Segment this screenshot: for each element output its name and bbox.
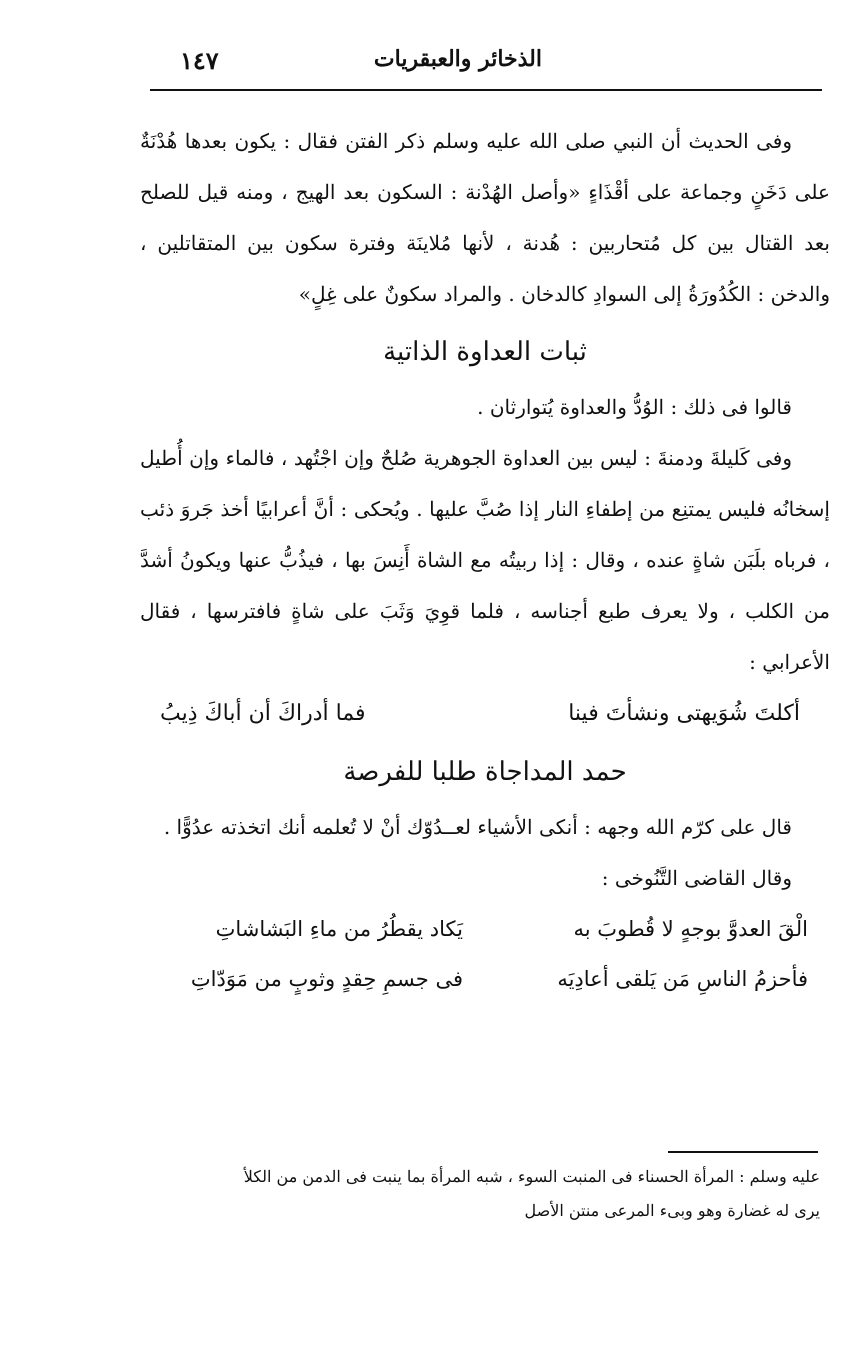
section-heading-enmity: ثبات العداوة الذاتية: [383, 337, 587, 367]
verse-hemistich-second: يَكاد يقطُرُ من ماءِ البَشاشاتِ: [215, 917, 463, 941]
section-heading-dissimulation: حمد المداجاة طلبا للفرصة: [343, 757, 627, 787]
running-title: الذخائر والعبقريات: [373, 46, 542, 72]
footnote-line: يرى له غضارة وهو وبىء المرعى منتن الأصل: [524, 1201, 820, 1220]
verse-hemistich-first: أكلتَ شُوَيهتى ونشأتَ فينا: [568, 701, 800, 726]
verse-bedouin: [140, 688, 830, 740]
footnote-rule: [668, 1151, 818, 1153]
main-text: [140, 116, 830, 1004]
verse-hemistich-second: فى جسمِ حِقدٍ وثوبٍ من مَوَدّاتِ: [190, 967, 463, 991]
running-head: [150, 42, 822, 90]
verse-hemistich-first: الْقَ العدوَّ بوجهٍ لا قُطوبَ به: [573, 917, 808, 941]
verse-hemistich-second: فما أدراكَ أن أباكَ ذِيبُ: [160, 701, 366, 726]
verse-tanukhi-1: [140, 904, 830, 954]
saying-paragraph: قالوا فى ذلك : الوُدُّ والعداوة يُتوارثان .: [477, 395, 792, 419]
page-number: ١٤٧: [180, 46, 219, 75]
ali-saying-paragraph: قال على كرّم الله وجهه : أنكى الأشياء لعــدُوّك أنْ لا تُعلمه أنك اتخذته عدُوًّا .: [163, 815, 792, 839]
kalila-paragraph: وفى كَليلةَ ودمنةَ : ليس بين العداوة الجوهرية صُلحٌ وإن اجْتُهد ، فالماء وإن أُطيل إسخانُه فليس يمتنِع من إطفاءِ النار إذا صُبَّ عليها . ويُحكى : أنَّ أعرابيًا أخذ جَروَ ذئب ، فرباه بلَبَن شاةٍ عنده ، وقال : إذا ربيتُه مع الشاة أَنِسَ بها ، فيذُبُّ عنها ويكونُ أشدَّ من الكلب ، ولا يعرف طبع أجناسه ، فلما قوِيَ وَثَبَ على شاةٍ فافترسها ، فقال الأعرابي :: [140, 446, 830, 674]
verse-hemistich-first: فأحزمُ الناسِ مَن يَلقى أعادِيَه: [557, 967, 808, 991]
verse-tanukhi-2: [140, 954, 830, 1004]
footnotes: [140, 1160, 820, 1228]
footnote-line: عليه وسلم : المرأة الحسناء فى المنبت السوء ، شبه المرأة بما ينبت فى الدمن من الكلأ: [243, 1167, 820, 1186]
tanukhi-intro: وقال القاضى التَّنُوخى :: [601, 866, 792, 890]
header-rule: [150, 89, 822, 91]
hadith-paragraph: وفى الحديث أن النبي صلى الله عليه وسلم ذكر الفتن فقال : يكون بعدها هُدْنَةٌ على دَخَنٍ وجماعة على أقْذَاءٍ «وأصل الهُدْنة : السكون بعد الهيج ، ومنه قيل للصلح بعد القتال بين كل مُتحاربين : هُدنة ، لأنها مُلاينَة وفترة سكون بين المتقاتلين ، والدخن : الكُدُورَةُ إلى السوادِ كالدخان . والمراد سكونٌ على غِلٍ»: [140, 129, 830, 306]
